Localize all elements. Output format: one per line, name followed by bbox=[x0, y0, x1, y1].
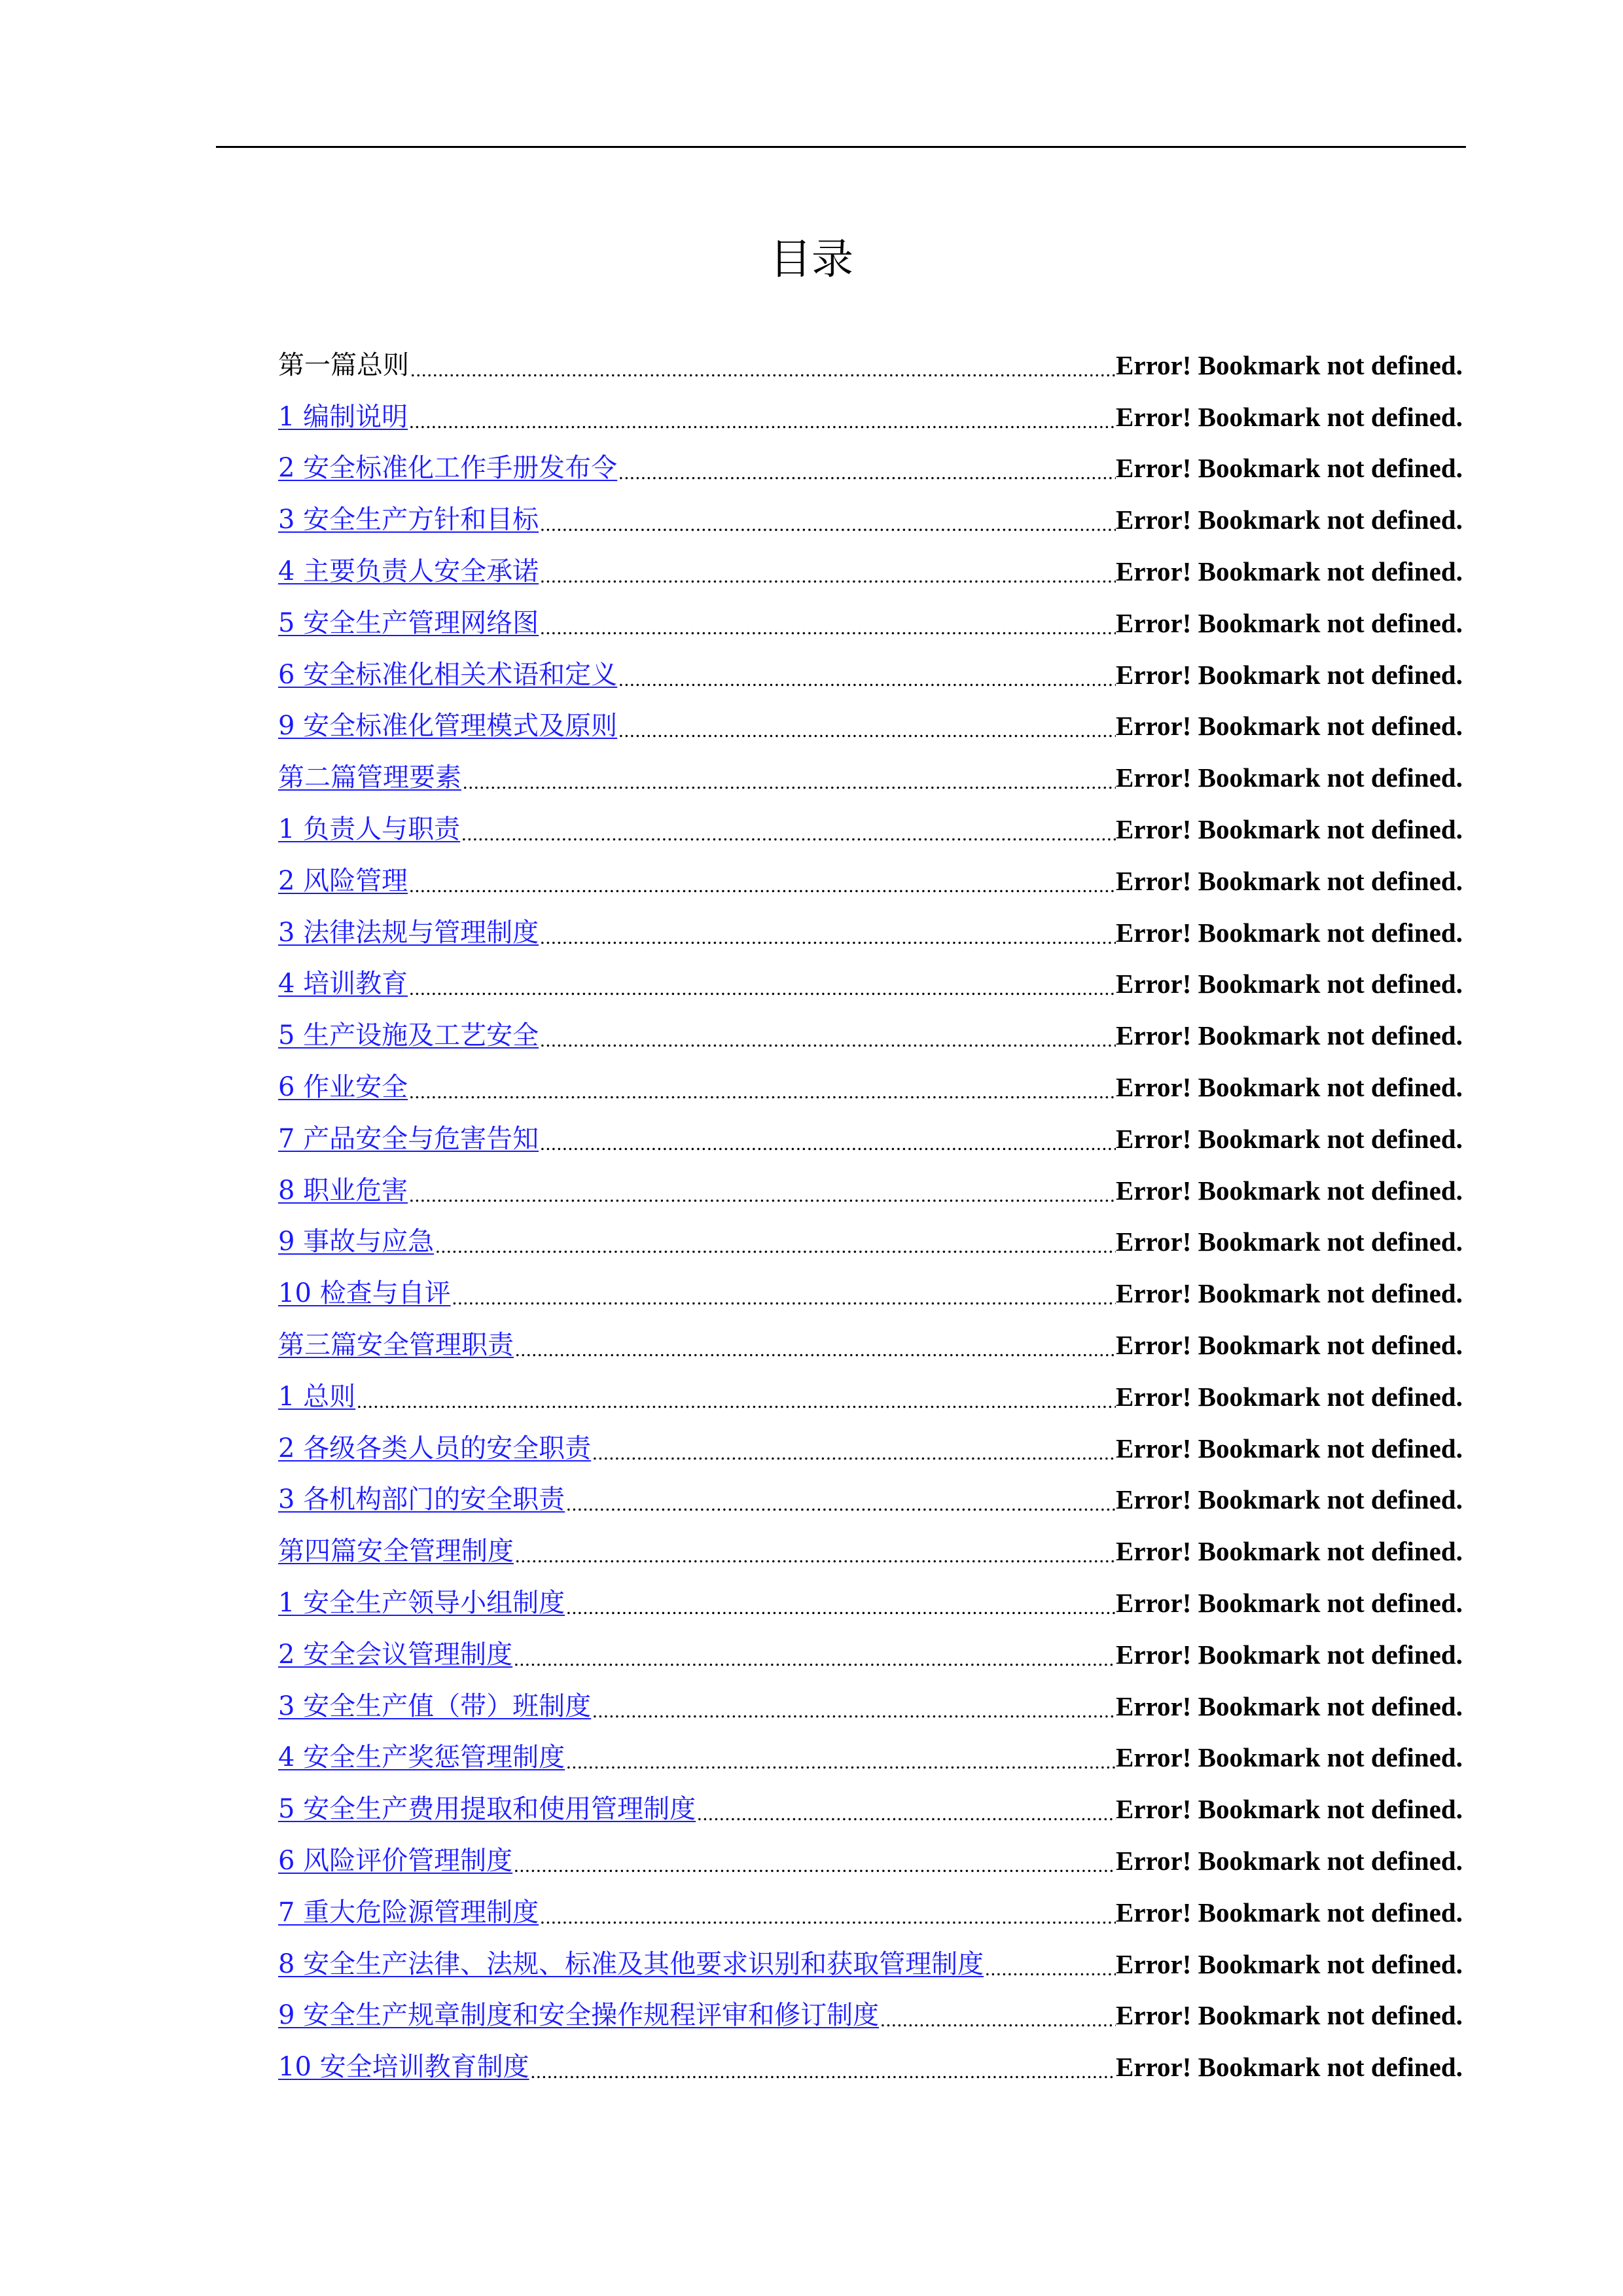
dot-leader bbox=[514, 1846, 1116, 1886]
toc-entry[interactable] bbox=[278, 958, 1463, 1010]
toc-entry-link[interactable]: 9 安全生产规章制度和安全操作规程评审和修订制度 bbox=[278, 2000, 880, 2031]
toc-entry[interactable] bbox=[278, 1474, 1463, 1526]
toc-entry-link[interactable]: 3 安全生产方针和目标 bbox=[278, 505, 539, 535]
toc-entry-page-ref: Error! Bookmark not defined. bbox=[1116, 2000, 1463, 2031]
toc-entry-page-ref: Error! Bookmark not defined. bbox=[1116, 1639, 1463, 1670]
toc-entry-link[interactable]: 9 安全标准化管理模式及原则 bbox=[278, 711, 618, 742]
dot-leader bbox=[540, 556, 1116, 597]
toc-entry[interactable] bbox=[278, 1422, 1463, 1474]
dot-leader bbox=[435, 1227, 1116, 1267]
toc-entry[interactable] bbox=[278, 700, 1463, 752]
toc-entry-link[interactable]: 4 培训教育 bbox=[278, 969, 408, 999]
dot-leader bbox=[618, 453, 1116, 493]
dot-leader bbox=[540, 918, 1116, 958]
dot-leader bbox=[618, 711, 1116, 751]
toc-entry-link[interactable]: 2 风险管理 bbox=[278, 865, 408, 896]
toc-entry[interactable] bbox=[278, 1835, 1463, 1886]
toc-entry-page-ref: Error! Bookmark not defined. bbox=[1116, 1742, 1463, 1773]
dot-leader bbox=[540, 608, 1116, 649]
toc-entry-page-ref: Error! Bookmark not defined. bbox=[1116, 1484, 1463, 1515]
toc-entry[interactable] bbox=[278, 751, 1463, 803]
toc-entry-page-ref: Error! Bookmark not defined. bbox=[1116, 1278, 1463, 1309]
toc-entry[interactable] bbox=[278, 1732, 1463, 1784]
toc-entry-page-ref: Error! Bookmark not defined. bbox=[1116, 762, 1463, 793]
toc-entry[interactable] bbox=[278, 1990, 1463, 2041]
dot-leader bbox=[540, 1124, 1116, 1164]
toc-entry-page-ref: Error! Bookmark not defined. bbox=[1116, 1948, 1463, 1979]
toc-entry[interactable] bbox=[278, 1783, 1463, 1835]
dot-leader bbox=[409, 866, 1116, 906]
dot-leader bbox=[410, 350, 1116, 391]
toc-entry-page-ref: Error! Bookmark not defined. bbox=[1116, 1794, 1463, 1825]
toc-entry-link[interactable]: 4 主要负责人安全承诺 bbox=[278, 556, 539, 586]
toc-entry-link[interactable]: 2 安全会议管理制度 bbox=[278, 1639, 513, 1670]
dot-leader bbox=[409, 969, 1116, 1009]
dot-leader bbox=[357, 1382, 1116, 1422]
toc-entry-page-ref: Error! Bookmark not defined. bbox=[1116, 607, 1463, 638]
toc-entry-link[interactable]: 1 总则 bbox=[278, 1381, 356, 1412]
toc-entry-link[interactable]: 6 安全标准化相关术语和定义 bbox=[278, 659, 618, 690]
dot-leader bbox=[540, 505, 1116, 545]
toc-entry[interactable] bbox=[278, 906, 1463, 958]
dot-leader bbox=[409, 402, 1116, 442]
dot-leader bbox=[540, 1897, 1116, 1938]
toc-entry-link[interactable]: 8 职业危害 bbox=[278, 1175, 408, 1206]
toc-entry-page-ref: Error! Bookmark not defined. bbox=[1116, 917, 1463, 948]
toc-entry-page-ref: Error! Bookmark not defined. bbox=[1116, 1123, 1463, 1154]
table-of-contents bbox=[278, 339, 1463, 2092]
toc-entry-page-ref: Error! Bookmark not defined. bbox=[1116, 659, 1463, 690]
toc-entry[interactable] bbox=[278, 597, 1463, 649]
toc-entry-label: 第一篇总则 bbox=[278, 350, 409, 380]
toc-entry-link[interactable]: 第三篇安全管理职责 bbox=[278, 1329, 514, 1360]
toc-entry-page-ref: Error! Bookmark not defined. bbox=[1116, 814, 1463, 844]
toc-entry-page-ref: Error! Bookmark not defined. bbox=[1116, 401, 1463, 432]
toc-entry[interactable] bbox=[278, 545, 1463, 597]
toc-entry[interactable] bbox=[278, 442, 1463, 494]
toc-entry-link[interactable]: 1 编制说明 bbox=[278, 401, 408, 432]
toc-entry[interactable] bbox=[278, 1113, 1463, 1164]
toc-entry-page-ref: Error! Bookmark not defined. bbox=[1116, 453, 1463, 484]
toc-entry bbox=[278, 339, 1463, 391]
toc-entry-link[interactable]: 第二篇管理要素 bbox=[278, 762, 461, 793]
toc-entry-page-ref: Error! Bookmark not defined. bbox=[1116, 1433, 1463, 1463]
dot-leader bbox=[566, 1588, 1116, 1628]
toc-entry-link[interactable]: 6 作业安全 bbox=[278, 1071, 408, 1102]
toc-entry[interactable] bbox=[278, 1061, 1463, 1113]
toc-entry[interactable] bbox=[278, 1628, 1463, 1680]
toc-entry[interactable] bbox=[278, 1938, 1463, 1990]
dot-leader bbox=[880, 2000, 1116, 2041]
dot-leader bbox=[592, 1433, 1116, 1474]
toc-entry-link[interactable]: 7 产品安全与危害告知 bbox=[278, 1123, 539, 1154]
dot-leader bbox=[515, 1536, 1116, 1577]
toc-entry-link[interactable]: 1 负责人与职责 bbox=[278, 814, 461, 844]
toc-entry[interactable] bbox=[278, 855, 1463, 906]
toc-entry[interactable] bbox=[278, 391, 1463, 442]
dot-leader bbox=[463, 762, 1116, 803]
toc-entry-link[interactable]: 3 法律法规与管理制度 bbox=[278, 917, 539, 948]
toc-entry-page-ref: Error! Bookmark not defined. bbox=[1116, 350, 1463, 380]
toc-entry-page-ref: Error! Bookmark not defined. bbox=[1116, 1175, 1463, 1206]
toc-entry-link[interactable]: 10 检查与自评 bbox=[278, 1278, 451, 1309]
toc-entry-page-ref: Error! Bookmark not defined. bbox=[1116, 1071, 1463, 1102]
toc-entry-page-ref: Error! Bookmark not defined. bbox=[1116, 711, 1463, 742]
toc-entry-link[interactable]: 8 安全生产法律、法规、标准及其他要求识别和获取管理制度 bbox=[278, 1948, 984, 1979]
toc-entry-page-ref: Error! Bookmark not defined. bbox=[1116, 969, 1463, 999]
dot-leader bbox=[697, 1794, 1116, 1835]
dot-leader bbox=[540, 1020, 1116, 1061]
toc-entry-link[interactable]: 2 各级各类人员的安全职责 bbox=[278, 1433, 592, 1463]
toc-entry-link[interactable]: 10 安全培训教育制度 bbox=[278, 2052, 529, 2083]
toc-entry[interactable] bbox=[278, 1216, 1463, 1268]
toc-entry[interactable] bbox=[278, 1371, 1463, 1422]
toc-entry-link[interactable]: 3 安全生产值（带）班制度 bbox=[278, 1691, 592, 1721]
toc-entry[interactable] bbox=[278, 1577, 1463, 1628]
dot-leader bbox=[566, 1484, 1116, 1525]
toc-entry-page-ref: Error! Bookmark not defined. bbox=[1116, 1587, 1463, 1618]
toc-entry-link[interactable]: 5 安全生产费用提取和使用管理制度 bbox=[278, 1794, 696, 1825]
toc-entry-link[interactable]: 4 安全生产奖惩管理制度 bbox=[278, 1742, 565, 1773]
toc-entry-page-ref: Error! Bookmark not defined. bbox=[1116, 1227, 1463, 1257]
toc-entry-link[interactable]: 7 重大危险源管理制度 bbox=[278, 1897, 539, 1928]
toc-entry-page-ref: Error! Bookmark not defined. bbox=[1116, 1897, 1463, 1928]
toc-entry[interactable] bbox=[278, 1886, 1463, 1938]
toc-entry-link[interactable]: 第四篇安全管理制度 bbox=[278, 1536, 514, 1567]
dot-leader bbox=[409, 1072, 1116, 1113]
toc-entry-page-ref: Error! Bookmark not defined. bbox=[1116, 865, 1463, 896]
toc-entry[interactable] bbox=[278, 803, 1463, 855]
dot-leader bbox=[515, 1330, 1116, 1371]
toc-entry-link[interactable]: 6 风险评价管理制度 bbox=[278, 1845, 513, 1876]
toc-entry-page-ref: Error! Bookmark not defined. bbox=[1116, 1381, 1463, 1412]
toc-entry-link[interactable]: 3 各机构部门的安全职责 bbox=[278, 1484, 565, 1515]
dot-leader bbox=[592, 1691, 1116, 1732]
dot-leader bbox=[514, 1640, 1116, 1680]
toc-entry[interactable] bbox=[278, 1319, 1463, 1371]
toc-entry-link[interactable]: 1 安全生产领导小组制度 bbox=[278, 1587, 565, 1618]
dot-leader bbox=[531, 2052, 1116, 2092]
dot-leader bbox=[409, 1175, 1116, 1216]
toc-entry[interactable] bbox=[278, 1680, 1463, 1732]
toc-entry[interactable] bbox=[278, 1009, 1463, 1061]
toc-entry-page-ref: Error! Bookmark not defined. bbox=[1116, 1691, 1463, 1721]
toc-entry-link[interactable]: 2 安全标准化工作手册发布令 bbox=[278, 453, 618, 484]
toc-entry-link[interactable]: 9 事故与应急 bbox=[278, 1227, 435, 1257]
dot-leader bbox=[618, 660, 1116, 700]
toc-entry[interactable] bbox=[278, 2041, 1463, 2092]
dot-leader bbox=[566, 1742, 1116, 1783]
toc-title: 目录 bbox=[770, 236, 853, 284]
toc-entry-page-ref: Error! Bookmark not defined. bbox=[1116, 556, 1463, 586]
toc-entry-page-ref: Error! Bookmark not defined. bbox=[1116, 1536, 1463, 1567]
dot-leader bbox=[452, 1278, 1116, 1319]
toc-entry-page-ref: Error! Bookmark not defined. bbox=[1116, 1020, 1463, 1051]
toc-entry-page-ref: Error! Bookmark not defined. bbox=[1116, 2052, 1463, 2083]
toc-entry-page-ref: Error! Bookmark not defined. bbox=[1116, 1845, 1463, 1876]
toc-entry-link[interactable]: 5 生产设施及工艺安全 bbox=[278, 1020, 539, 1051]
toc-entry-page-ref: Error! Bookmark not defined. bbox=[1116, 505, 1463, 535]
toc-entry[interactable] bbox=[278, 1525, 1463, 1577]
dot-leader bbox=[985, 1949, 1116, 1990]
toc-entry[interactable] bbox=[278, 1164, 1463, 1216]
toc-entry[interactable] bbox=[278, 1267, 1463, 1319]
dot-leader bbox=[461, 814, 1116, 855]
toc-entry[interactable] bbox=[278, 649, 1463, 700]
toc-entry-page-ref: Error! Bookmark not defined. bbox=[1116, 1329, 1463, 1360]
header-rule bbox=[216, 146, 1466, 148]
toc-entry-link[interactable]: 5 安全生产管理网络图 bbox=[278, 607, 539, 638]
toc-entry[interactable] bbox=[278, 493, 1463, 545]
